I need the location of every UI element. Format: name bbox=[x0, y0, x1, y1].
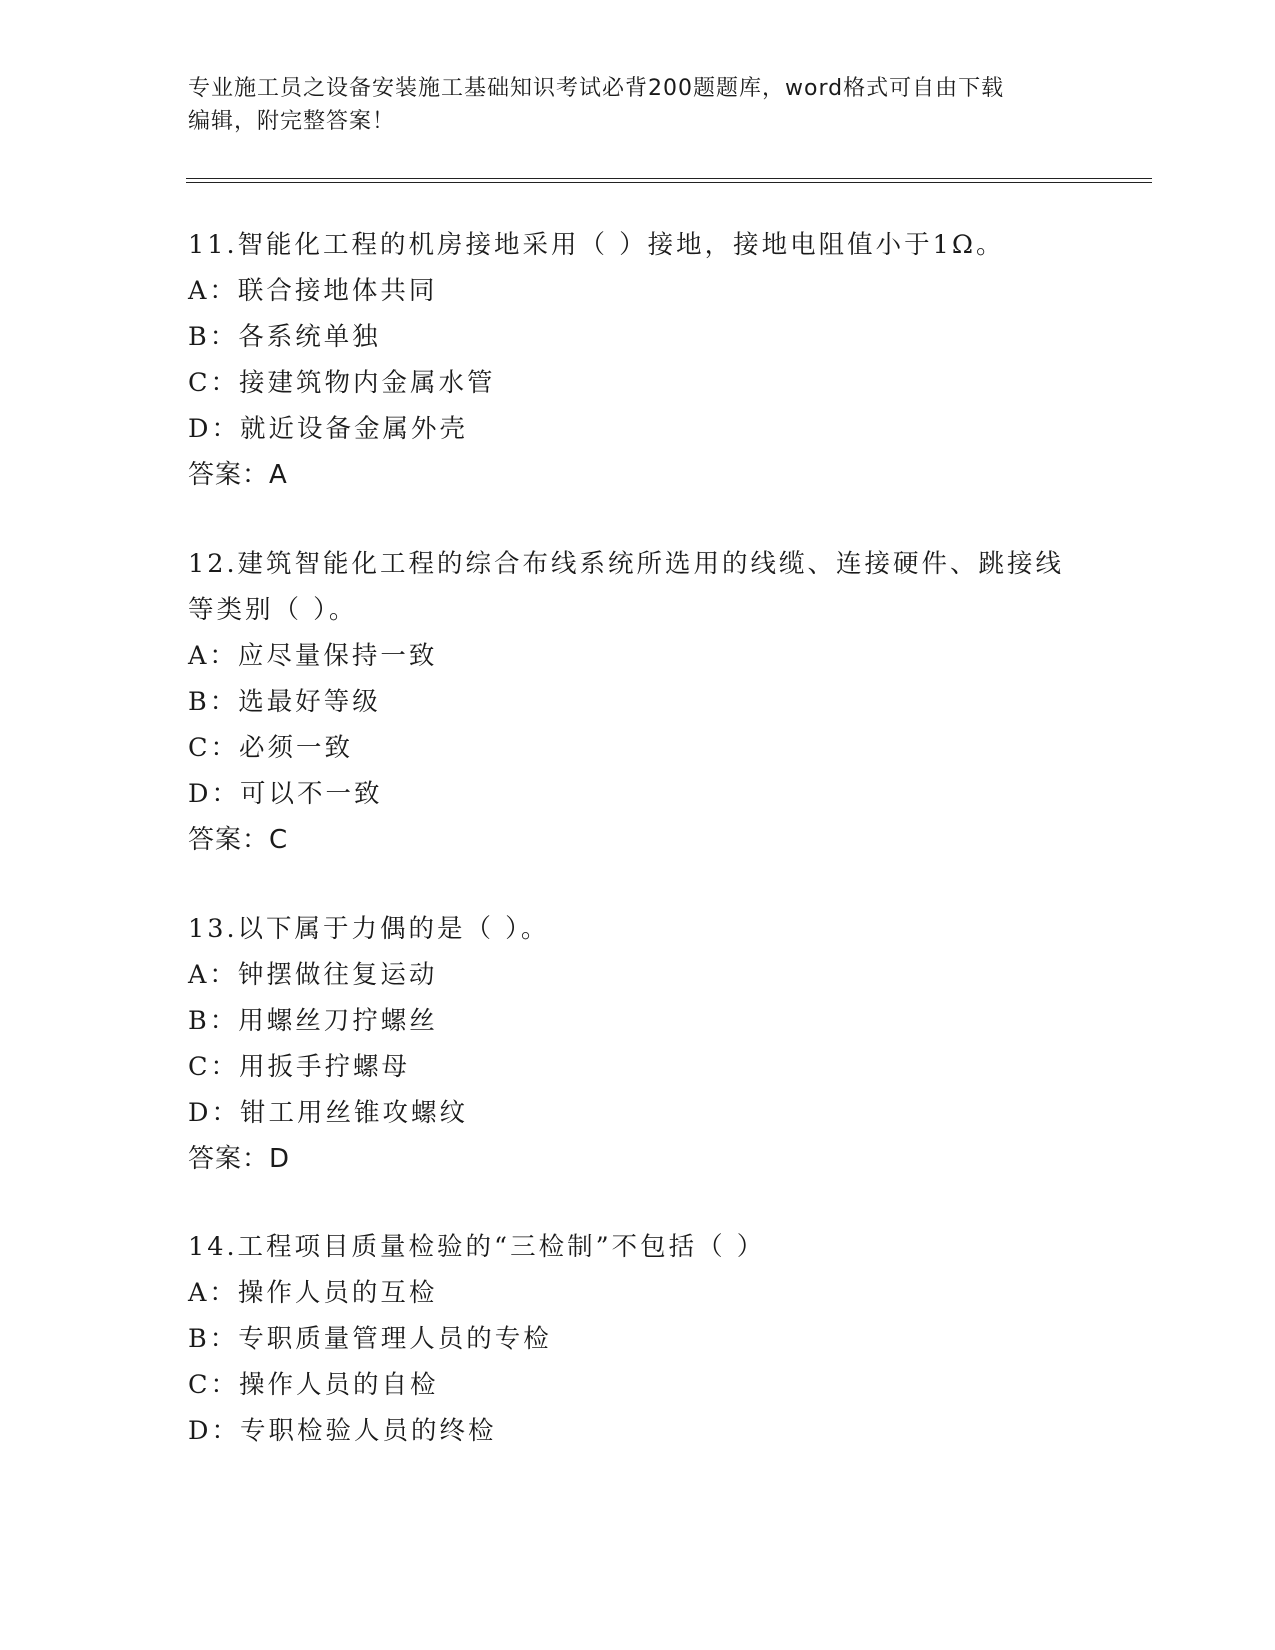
option-text: 操作人员的互检 bbox=[237, 1278, 438, 1308]
option-text: 接建筑物内金属水管 bbox=[239, 368, 496, 398]
option-label: D： bbox=[188, 414, 240, 444]
option-label: B： bbox=[188, 687, 239, 717]
question-stem bbox=[188, 906, 1148, 952]
option-label: A： bbox=[188, 641, 238, 671]
option-text: 操作人员的自检 bbox=[239, 1370, 439, 1400]
option-label: D： bbox=[188, 779, 240, 809]
question-stem-line: 13.以下属于力偶的是（ ）。 bbox=[188, 914, 550, 944]
option-text: 各系统单独 bbox=[238, 322, 381, 352]
option-b bbox=[188, 314, 1148, 360]
option-text: 钟摆做往复运动 bbox=[237, 960, 438, 990]
option-a bbox=[188, 633, 1148, 679]
question-stem bbox=[188, 1224, 1148, 1270]
option-d bbox=[188, 771, 1148, 817]
answer-line: 答案：D bbox=[188, 1144, 291, 1174]
option-label: B： bbox=[188, 322, 239, 352]
question-11 bbox=[188, 222, 1148, 498]
document-header bbox=[188, 72, 1088, 138]
option-d bbox=[188, 1408, 1148, 1454]
option-text: 选最好等级 bbox=[238, 687, 381, 717]
question-13 bbox=[188, 906, 1148, 1182]
option-text: 专职质量管理人员的专检 bbox=[238, 1324, 552, 1354]
option-c bbox=[188, 360, 1148, 406]
option-text: 专职检验人员的终检 bbox=[239, 1416, 497, 1446]
question-stem-line: 12.建筑智能化工程的综合布线系统所选用的线缆、连接硬件、跳接线 bbox=[188, 549, 1065, 579]
option-text: 必须一致 bbox=[239, 733, 354, 763]
option-c bbox=[188, 1362, 1148, 1408]
question-12 bbox=[188, 541, 1148, 863]
answer-line: 答案：A bbox=[188, 460, 288, 490]
option-text: 钳工用丝锥攻螺纹 bbox=[239, 1098, 468, 1128]
question-stem-line: 等类别（ ）。 bbox=[188, 595, 358, 625]
question-14 bbox=[188, 1224, 1148, 1454]
option-d bbox=[188, 406, 1148, 452]
option-text: 应尽量保持一致 bbox=[237, 641, 438, 671]
question-stem-line: 11.智能化工程的机房接地采用（ ）接地，接地电阻值小于1Ω。 bbox=[188, 230, 1005, 260]
option-b bbox=[188, 1316, 1148, 1362]
option-a bbox=[188, 952, 1148, 998]
answer-line: 答案：C bbox=[188, 825, 289, 855]
option-label: C： bbox=[188, 1052, 240, 1082]
option-label: D： bbox=[188, 1416, 240, 1446]
header-title-line-1: 专业施工员之设备安装施工基础知识考试必背200题题库，word格式可自由下载 bbox=[188, 76, 1005, 101]
question-stem-line: 14.工程项目质量检验的“三检制”不包括（ ） bbox=[188, 1232, 766, 1262]
option-c bbox=[188, 725, 1148, 771]
question-stem bbox=[188, 541, 1148, 633]
option-c bbox=[188, 1044, 1148, 1090]
option-d bbox=[188, 1090, 1148, 1136]
option-a bbox=[188, 268, 1148, 314]
option-text: 用扳手拧螺母 bbox=[239, 1052, 411, 1082]
option-b bbox=[188, 679, 1148, 725]
option-label: C： bbox=[188, 733, 240, 763]
question-stem bbox=[188, 222, 1148, 268]
header-title-line-2: 编辑，附完整答案！ bbox=[188, 109, 396, 134]
option-text: 可以不一致 bbox=[239, 779, 383, 809]
option-text: 联合接地体共同 bbox=[237, 276, 438, 306]
header-double-rule bbox=[186, 178, 1152, 183]
option-label: A： bbox=[188, 276, 238, 306]
option-label: A： bbox=[188, 1278, 238, 1308]
option-label: C： bbox=[188, 368, 240, 398]
option-label: B： bbox=[188, 1324, 239, 1354]
option-label: C： bbox=[188, 1370, 240, 1400]
option-label: A： bbox=[188, 960, 238, 990]
option-text: 用螺丝刀拧螺丝 bbox=[238, 1006, 438, 1036]
option-label: B： bbox=[188, 1006, 239, 1036]
option-a bbox=[188, 1270, 1148, 1316]
option-text: 就近设备金属外壳 bbox=[239, 414, 468, 444]
option-label: D： bbox=[188, 1098, 240, 1128]
option-b bbox=[188, 998, 1148, 1044]
